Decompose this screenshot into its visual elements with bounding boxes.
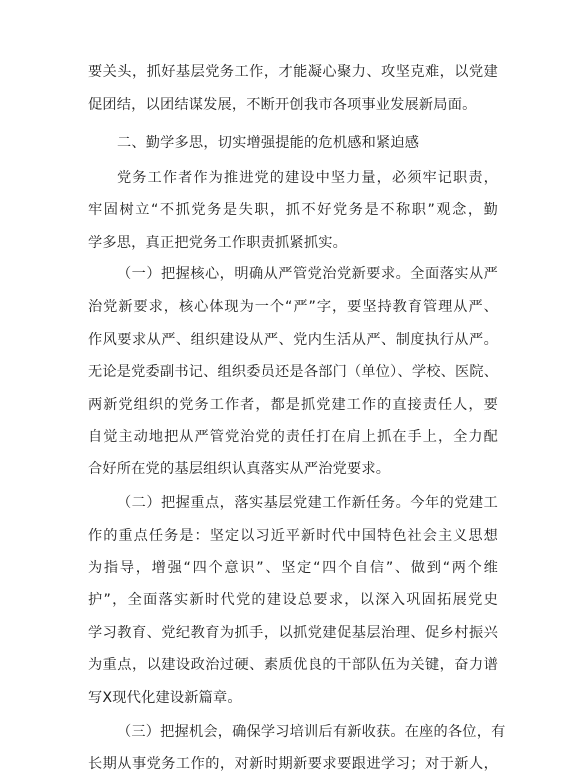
- body-text-line: 为指导，增强“四个意识”、坚定“四个自信”、做到“两个维: [88, 560, 498, 576]
- body-text-line: 合好所在党的基层组织认真落实从严治党要求。: [88, 461, 391, 477]
- body-text-line: 长期从事党务工作的，对新时期新要求要跟进学习；对于新人，: [88, 756, 498, 772]
- body-text-line: 为重点，以建设政治过硬、素质优良的干部队伍为关键，奋力谱: [88, 657, 498, 673]
- body-text-line: 要关头，抓好基层党务工作，才能凝心聚力、攻坚克难，以党建: [88, 64, 498, 80]
- body-text-line: 牢固树立“不抓党务是失职，抓不好党务是不称职”观念，勤: [88, 202, 498, 218]
- section-heading: 二、勤学多思，切实增强提能的危机感和紧迫感: [117, 135, 420, 151]
- body-text-line: 写X现代化建设新篇章。: [88, 690, 242, 706]
- subsection-heading-line: （三）把握机会，确保学习培训后有新收获。在座的各位，有: [117, 724, 506, 740]
- body-text-line: 自觉主动地把从严管党治党的责任打在肩上抓在手上，全力配: [88, 429, 498, 445]
- body-text-line: 作风要求从严、组织建设从严、党内生活从严、制度执行从严。: [88, 332, 498, 348]
- body-text-line: 两新党组织的党务工作者，都是抓党建工作的直接责任人，要: [88, 397, 498, 413]
- subsection-heading-line: （一）把握核心，明确从严管党治党新要求。全面落实从严: [117, 266, 498, 282]
- body-text-line: 护”，全面落实新时代党的建设总要求，以深入巩固拓展党史: [88, 592, 498, 608]
- body-text-line: 治党新要求，核心体现为一个“严”字，要坚持教育管理从严、: [88, 299, 498, 315]
- body-text-line: 党务工作者作为推进党的建设中坚力量，必须牢记职责，: [117, 170, 498, 186]
- body-text-line: 作的重点任务是：坚定以习近平新时代中国特色社会主义思想: [88, 528, 498, 544]
- body-text-line: 促团结，以团结谋发展，不断开创我市各项事业发展新局面。: [88, 97, 477, 113]
- body-text-line: 学习教育、党纪教育为抓手，以抓党建促基层治理、促乡村振兴: [88, 625, 498, 641]
- body-text-line: 无论是党委副书记、组织委员还是各部门（单位）、学校、医院、: [88, 364, 499, 380]
- body-text-line: 学多思，真正把党务工作职责抓紧抓实。: [88, 235, 347, 251]
- subsection-heading-line: （二）把握重点，落实基层党建工作新任务。今年的党建工: [117, 495, 498, 511]
